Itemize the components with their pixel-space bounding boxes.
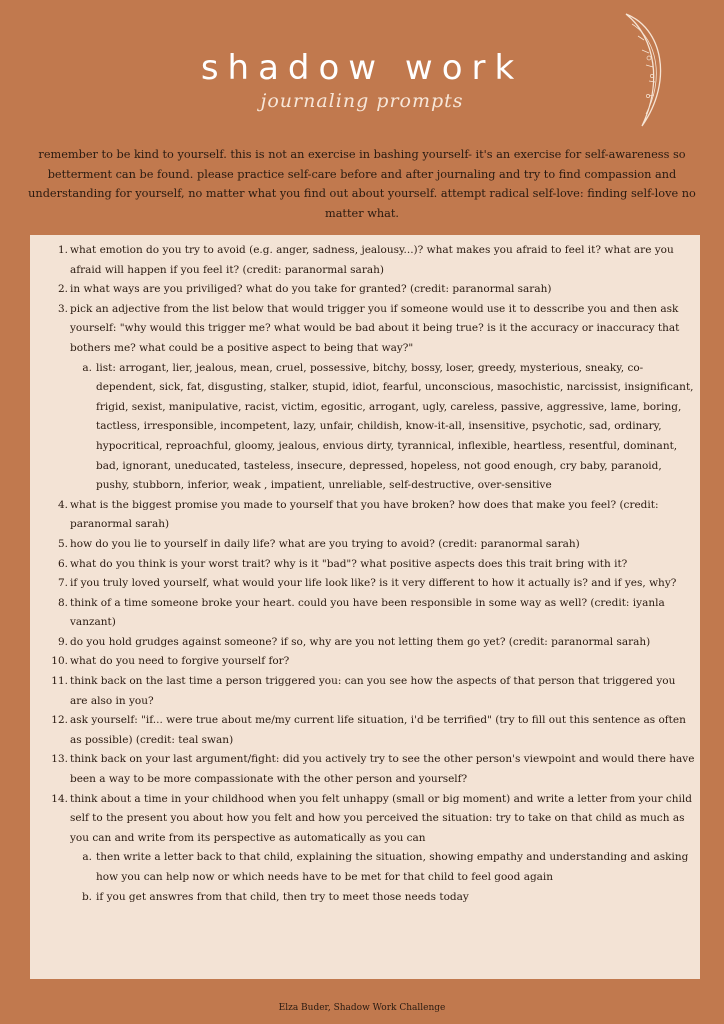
prompt-item-5	[44, 535, 696, 555]
prompt-text: what emotion do you try to avoid (e.g. anger, sadness, jealousy...)? what makes you afraid to feel it? what are you afraid will happen if you feel it? (credit: paranormal sarah)	[70, 244, 674, 276]
prompt-item-7	[44, 574, 696, 594]
prompt-number: 2.	[57, 283, 68, 296]
prompt-number: 12.	[51, 714, 68, 727]
prompt-text: think about a time in your childhood when you felt unhappy (small or big moment) and write a letter from your child self to the present you about how you felt and how you perceived the situation: try to take on that child as much as you can and write from its perspective as automatically as you can	[70, 792, 692, 844]
prompt-item-10	[44, 652, 696, 672]
subitem-letter: a.	[82, 851, 92, 864]
prompt-number: 3.	[57, 302, 68, 315]
prompt-number: 9.	[57, 635, 68, 648]
prompt-number: 11.	[51, 675, 68, 688]
prompt-text: what do you need to forgive yourself for?	[70, 655, 290, 668]
subitem-text: if you get answres from that child, then try to meet those needs today	[96, 890, 469, 903]
prompt-text: think of a time someone broke your heart. could you have been responsible in some way as well? (credit: iyanla vanzant)	[70, 596, 665, 629]
prompt-text: ask yourself: "if... were true about me/my current life situation, i'd be terrified" (try to fill out this sentence as often as possible) (credit: teal swan)	[70, 714, 686, 746]
prompt-item-9	[44, 633, 696, 653]
prompt-item-12	[44, 711, 696, 750]
prompt-text: think back on your last argument/fight: did you actively try to see the other person's viewpoint and would there have been a way to be more compassionate with the other person and yourself?	[70, 753, 695, 786]
prompt-number: 4.	[57, 498, 68, 511]
prompt-item-3	[44, 300, 696, 496]
subitem-text: then write a letter back to that child, explaining the situation, showing empathy and understanding and asking how you can help now or which needs have to be met for that child to feel good again	[96, 851, 689, 883]
intro-text: remember to be kind to yourself. this is not an exercise in bashing yourself- it's an exercise for self-awareness so betterment can be found. please practice self-care before and after journaling and try to find compassion and understanding for yourself, no matter what you find out about yourself. attempt radical self-love: finding self-love no matter what.	[28, 148, 696, 220]
prompt-number: 13.	[51, 753, 68, 766]
prompt-number: 8.	[57, 596, 68, 609]
prompt-subitem-3a	[70, 359, 696, 496]
page-title: shadow work	[200, 48, 524, 88]
prompt-item-1	[44, 241, 696, 280]
prompt-number: 10.	[51, 655, 68, 668]
prompt-item-13	[44, 750, 696, 789]
adjective-list: list: arrogant, lier, jealous, mean, cruel, possessive, bitchy, bossy, loser, greedy, mysterious, sneaky, co-dependent, sick, fat, disgusting, stalker, stupid, idiot, fearful, unconscious, masochistic, narcissist, insignificant, frigid, sexist, manipulative, racist, victim, egositic, arrogant, ugly, careless, passive, aggressive, lame, boring, tactless, irresponsible, incompetent, lazy, unfair, childish, know-it-all, insensitive, psychotic, sad, ordinary, hypocritical, reproachful, gloomy, jealous, envious dirty, tyrannical, inflexible, heartless, resentful, dominant, bad, ignorant, uneducated, tasteless, insecure, depressed, hopeless, not good enough, cry baby, paranoid, pushy, stubborn, inferior, weak , impatient, unreliable, self-destructive, over-sensitive	[96, 361, 694, 492]
prompt-list	[44, 241, 696, 907]
footer-credit: Elza Buder, Shadow Work Challenge	[278, 1003, 446, 1013]
prompt-number: 5.	[57, 537, 68, 550]
prompt-text: how do you lie to yourself in daily life? what are you trying to avoid? (credit: paranormal sarah)	[70, 537, 580, 550]
subitem-letter: b.	[81, 890, 92, 903]
prompt-text: do you hold grudges against someone? if so, why are you not letting them go yet? (credit: paranormal sarah)	[70, 635, 651, 648]
prompt-number: 6.	[57, 557, 68, 570]
prompt-number: 1.	[57, 244, 68, 256]
prompt-item-14	[44, 790, 696, 908]
prompt-item-8	[44, 594, 696, 633]
prompt-subitem-14b	[70, 888, 696, 908]
prompt-text: in what ways are you priviliged? what do you take for granted? (credit: paranormal sarah)	[70, 283, 552, 296]
prompt-item-11	[44, 672, 696, 711]
prompt-number: 14.	[51, 792, 68, 805]
prompt-text: what is the biggest promise you made to yourself that you have broken? how does that make you feel? (credit: paranormal sarah)	[70, 498, 659, 531]
prompt-number: 7.	[57, 577, 68, 590]
prompt-text: if you truly loved yourself, what would your life look like? is it very different to how it actually is? and if yes, why?	[70, 577, 677, 590]
prompt-item-2	[44, 280, 696, 300]
prompt-subitem-14a	[70, 848, 696, 887]
prompts-panel	[30, 235, 700, 979]
prompt-text: think back on the last time a person triggered you: can you see how the aspects of that person that triggered you are also in you?	[70, 675, 676, 707]
prompt-text: pick an adjective from the list below that would trigger you if someone would use it to desscribe you and then ask yourself: "why would this trigger me? what would be bad about it being true? is it the accuracy or inaccuracy that bothers me? what could be a positive aspect to being that way?"	[70, 302, 680, 354]
prompt-item-6	[44, 555, 696, 575]
prompt-item-4	[44, 496, 696, 535]
page-subtitle: journaling prompts	[260, 90, 464, 112]
prompt-text: what do you think is your worst trait? why is it "bad"? what positive aspects does this trait bring with it?	[70, 557, 628, 570]
subitem-letter: a.	[82, 361, 92, 374]
